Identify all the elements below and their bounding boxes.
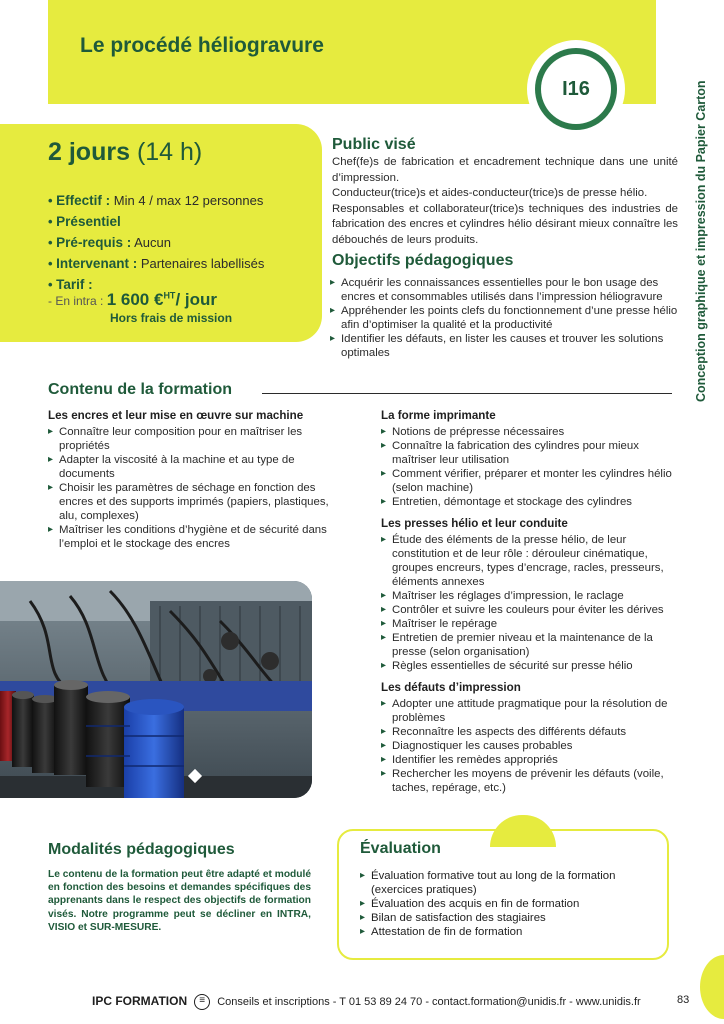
public-heading: Public visé: [332, 136, 416, 153]
page-corner-decoration: [700, 955, 724, 1019]
list-item: ▸ Maîtriser les conditions d’hygiène et de sécurité dans l’emploi et le stockage des encres: [48, 523, 338, 551]
list-item: ▸ Rechercher les moyens de prévenir les défauts (voile, taches, repérage, etc.): [381, 767, 677, 795]
footer-contact: Conseils et inscriptions - T 01 53 89 24 70 - contact.formation@unidis.fr - www.unidis.fr: [217, 996, 641, 1008]
footer-brand: IPC FORMATION: [92, 994, 188, 1008]
list-item: ▸ Connaître leur composition pour en maîtriser les propriétés: [48, 425, 338, 453]
list-item: ▸ Étude des éléments de la presse hélio, de leur constitution et de leur rôle : dérouleur cinématique, groupes encreurs, types d’encrage, racles, presseurs, éléments annexes: [381, 533, 677, 589]
public-text: Chef(fe)s de fabrication et encadrement technique dans une unité d’impression. Conducteur(trice)s et aides-conducteur(trice)s de presse hélio. Responsables et collaborateur(trice)s techniques des industries de fabrication des encres et cylindres hélio désirant mieux connaître les débouchés de leurs produits.: [332, 156, 678, 246]
evaluation-list: [360, 869, 660, 939]
list-item: ▸ Reconnaître les aspects des différents défauts: [381, 725, 677, 739]
objectives-list: [330, 276, 680, 360]
list-item: ▸ Entretien, démontage et stockage des cylindres: [381, 495, 677, 509]
info-item: • Effectif : Min 4 / max 12 personnes: [48, 193, 264, 208]
info-item: • Présentiel: [48, 214, 121, 229]
modalities-text: Le contenu de la formation peut être adapté et modulé en fonction des besoins et demandes spécifiques des apprenants dans le respect des objectifs de formation visés. Notre programme peut se décliner en INTRA, VISIO et SUR-MESURE.: [48, 869, 311, 933]
duration: [48, 138, 202, 167]
list-item: ▸ Contrôler et suivre les couleurs pour éviter les dérives: [381, 603, 677, 617]
price-amount: 1 600 €$^{HT}$/ jour: [106, 290, 217, 309]
list-item: ▸ Maîtriser les réglages d’impression, le raclage: [381, 589, 677, 603]
duration-hours: (14 h): [136, 138, 203, 166]
photo-illustration: [0, 581, 312, 798]
list-item: ▸ Choisir les paramètres de séchage en fonction des encres et des supports imprimés (papiers, plastiques, alu, complexes): [48, 481, 338, 523]
list-item: ▸ Bilan de satisfaction des stagiaires: [360, 911, 660, 925]
list-item: ▸ Maîtriser le repérage: [381, 617, 677, 631]
modalities-heading: Modalités pédagogiques: [48, 841, 235, 858]
list-item: ▸ Règles essentielles de sécurité sur presse hélio: [381, 659, 677, 673]
info-item: • Pré-requis : Aucun: [48, 235, 171, 250]
divider: [262, 393, 672, 394]
content-list: [381, 533, 677, 673]
logo-icon: ≡: [194, 994, 210, 1010]
subsection-title: Les défauts d’impression: [381, 681, 521, 694]
list-item: ▸ Identifier les remèdes appropriés: [381, 753, 677, 767]
list-item: ▸ Adopter une attitude pragmatique pour la résolution de problèmes: [381, 697, 677, 725]
content-heading: Contenu de la formation: [48, 381, 232, 398]
ink-drums-photo: [0, 581, 312, 798]
list-item: ▸ Entretien de premier niveau et la maintenance de la presse (selon organisation): [381, 631, 677, 659]
list-item: ▸ Adapter la viscosité à la machine et au type de documents: [48, 453, 338, 481]
list-item: ▸ Identifier les défauts, en lister les causes et trouver les solutions optimales: [330, 332, 680, 360]
subsection-title: Les encres et leur mise en œuvre sur machine: [48, 409, 304, 422]
page-number: 83: [677, 994, 690, 1006]
list-item: ▸ Comment vérifier, préparer et monter les cylindres hélio (selon machine): [381, 467, 677, 495]
list-item: ▸ Évaluation des acquis en fin de formation: [360, 897, 660, 911]
course-badge: [527, 40, 625, 138]
list-item: ▸ Attestation de fin de formation: [360, 925, 660, 939]
footer: [92, 994, 641, 1010]
page-title: Le procédé héliogravure: [80, 34, 324, 57]
content-list: [48, 425, 338, 551]
list-item: ▸ Notions de prépresse nécessaires: [381, 425, 677, 439]
subsection-title: Les presses hélio et leur conduite: [381, 517, 568, 530]
evaluation-heading: Évaluation: [360, 840, 441, 857]
list-item: ▸ Acquérir les connaissances essentielles pour le bon usage des encres et consommables utilisés dans l’impression héliogravure: [330, 276, 680, 304]
content-list: [381, 425, 677, 509]
objectives-heading: Objectifs pédagogiques: [332, 252, 514, 269]
content-left-column: [48, 409, 338, 551]
list-item: ▸ Diagnostiquer les causes probables: [381, 739, 677, 753]
info-item: • Intervenant : Partenaires labellisés: [48, 256, 265, 271]
price-note: Hors frais de mission: [110, 311, 233, 325]
subsection-title: La forme imprimante: [381, 409, 496, 422]
price-line: - En intra : 1 600 €$^{HT}$/ jour: [48, 290, 217, 309]
list-item: ▸ Connaître la fabrication des cylindres pour mieux maîtriser leur utilisation: [381, 439, 677, 467]
side-category-label: Conception graphique et impression du Papier Carton: [694, 80, 708, 402]
content-list: [381, 697, 677, 795]
info-list: [48, 190, 264, 295]
list-item: ▸ Évaluation formative tout au long de la formation (exercices pratiques): [360, 869, 660, 897]
badge-code: I16: [541, 54, 611, 124]
duration-days: 2 jours: [48, 138, 130, 166]
badge-ring: [535, 48, 617, 130]
content-right-column: [381, 409, 677, 803]
list-item: ▸ Appréhender les points clefs du fonctionnement d’une presse hélio afin d’optimiser la qualité et la productivité: [330, 304, 680, 332]
info-item: • Tarif :: [48, 277, 93, 292]
